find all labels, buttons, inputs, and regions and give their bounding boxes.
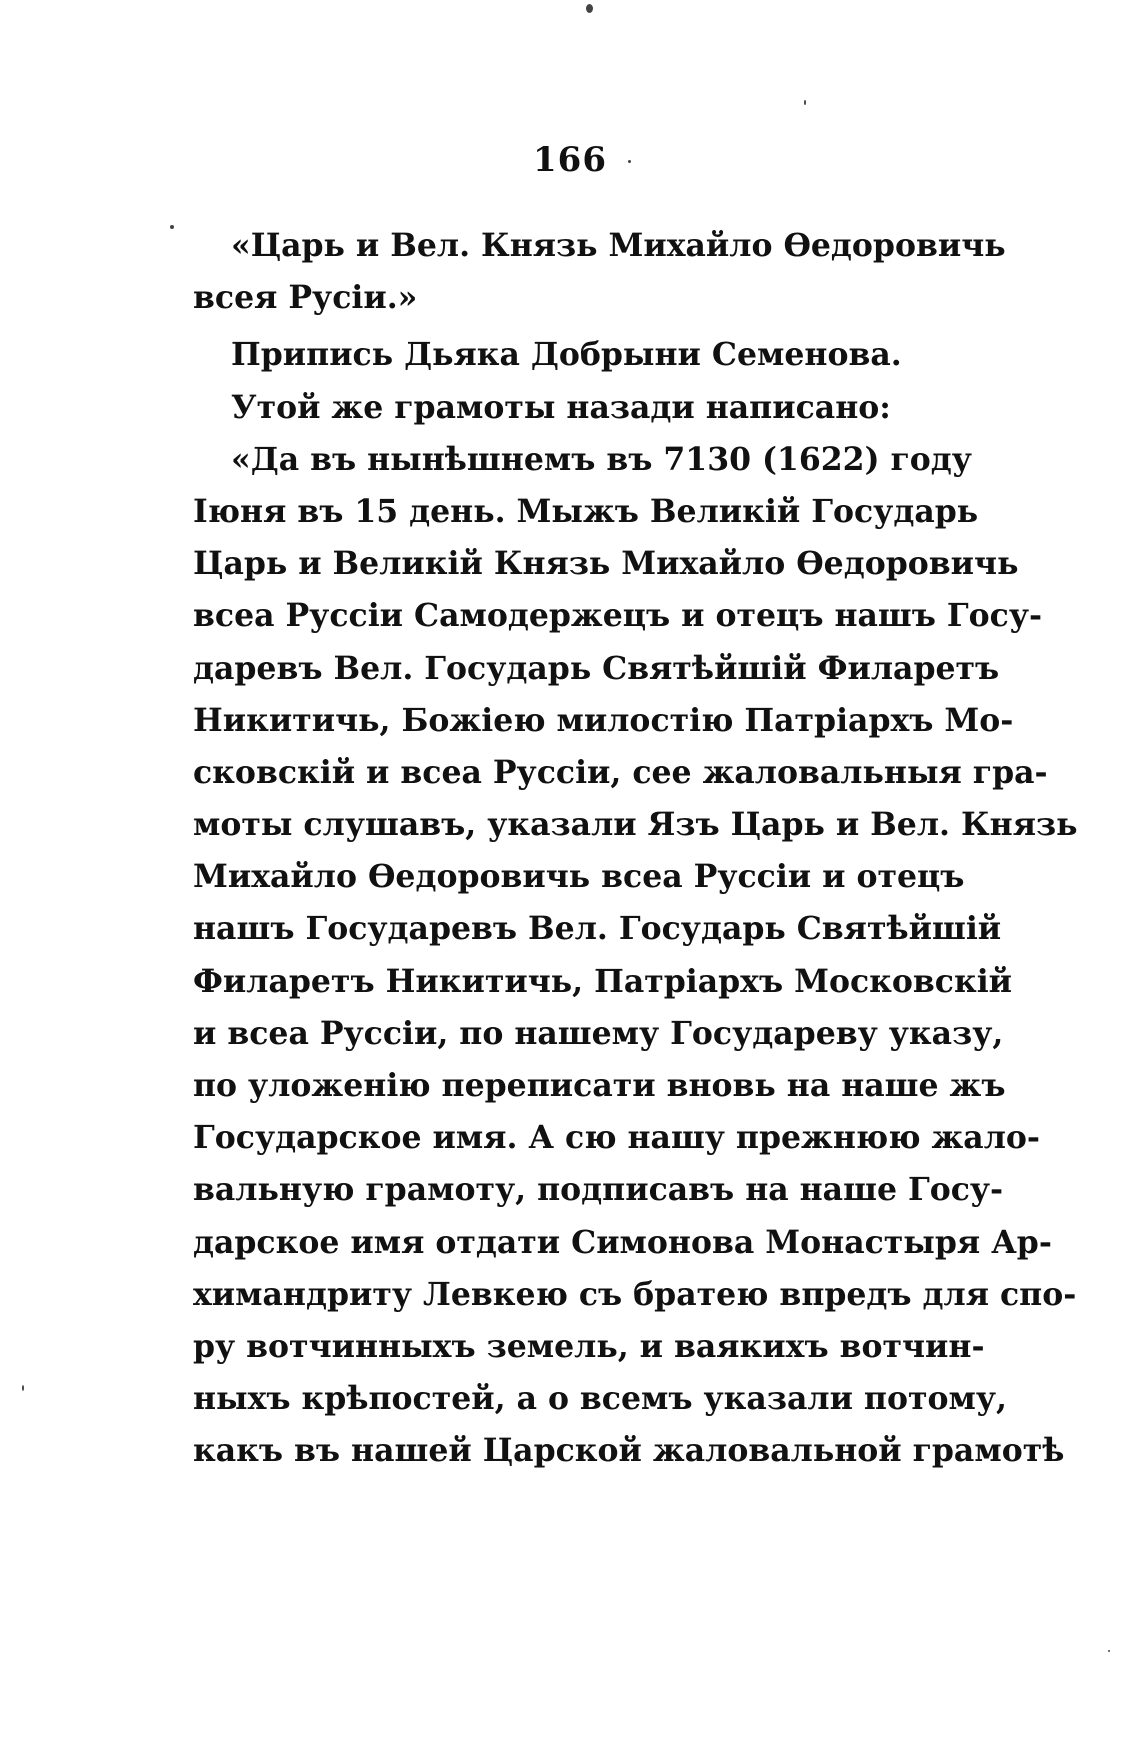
ink-speck xyxy=(586,4,593,13)
text-line: «Да въ нынѣшнемъ въ 7130 (1622) году xyxy=(231,440,972,478)
page-number: 166 xyxy=(533,140,607,180)
text-line: какъ въ нашей Царской жаловальной грамотѣ xyxy=(193,1432,1065,1470)
text-line: Царь и Великій Князь Михайло Өедоровичь xyxy=(193,545,1019,583)
ink-speck xyxy=(804,100,806,105)
text-line: всея Русіи.» xyxy=(193,279,418,317)
text-line: Никитичь, Божіею милостію Патріархъ Мо- xyxy=(193,701,1014,739)
text-line: и всеа Руссіи, по нашему Государеву указу, xyxy=(193,1014,1004,1052)
text-line: Припись Дьяка Добрыни Семенова. xyxy=(231,336,902,374)
text-line: Михайло Өедоровичь всеа Руссіи и отецъ xyxy=(193,858,965,896)
text-line: химандриту Левкею съ братею впредъ для спо- xyxy=(193,1275,1077,1313)
text-line: даревъ Вел. Государь Святѣйшій Филаретъ xyxy=(193,649,1000,687)
text-line: моты слушавъ, указали Язъ Царь и Вел. Князь xyxy=(193,806,1078,844)
text-line: Филаретъ Никитичь, Патріархъ Московскій xyxy=(193,962,1013,1000)
ink-speck xyxy=(22,1385,24,1391)
ink-speck xyxy=(170,225,174,229)
ink-speck xyxy=(628,160,631,163)
text-line: всеа Руссіи Самодержецъ и отецъ нашъ Госу- xyxy=(193,597,1043,635)
ink-speck xyxy=(1108,1650,1110,1652)
text-line: Государское имя. А сю нашу прежнюю жало- xyxy=(193,1119,1040,1157)
text-line: ныхъ крѣпостей, а о всемъ указали потому, xyxy=(193,1380,1007,1418)
text-line: по уложенію переписати вновь на наше жъ xyxy=(193,1067,1006,1104)
text-line: «Царь и Вел. Князь Михайло Өедоровичь xyxy=(231,227,1006,264)
text-line: вальную грамоту, подписавъ на наше Госу- xyxy=(193,1171,1004,1209)
text-line: нашъ Государевъ Вел. Государь Святѣйшій xyxy=(193,910,1002,948)
text-line: Утой же грамоты назади написано: xyxy=(231,388,891,426)
text-line: сковскій и всеа Руссіи, сее жаловальныя гра- xyxy=(193,753,1048,791)
text-line: дарское имя отдати Симонова Монастыря Ар- xyxy=(193,1223,1052,1261)
page-body-text xyxy=(193,220,1078,1478)
text-line: Іюня въ 15 день. Мыжъ Великій Государь xyxy=(193,492,979,530)
text-line: ру вотчинныхъ земель, и ваякихъ вотчин- xyxy=(193,1327,985,1365)
